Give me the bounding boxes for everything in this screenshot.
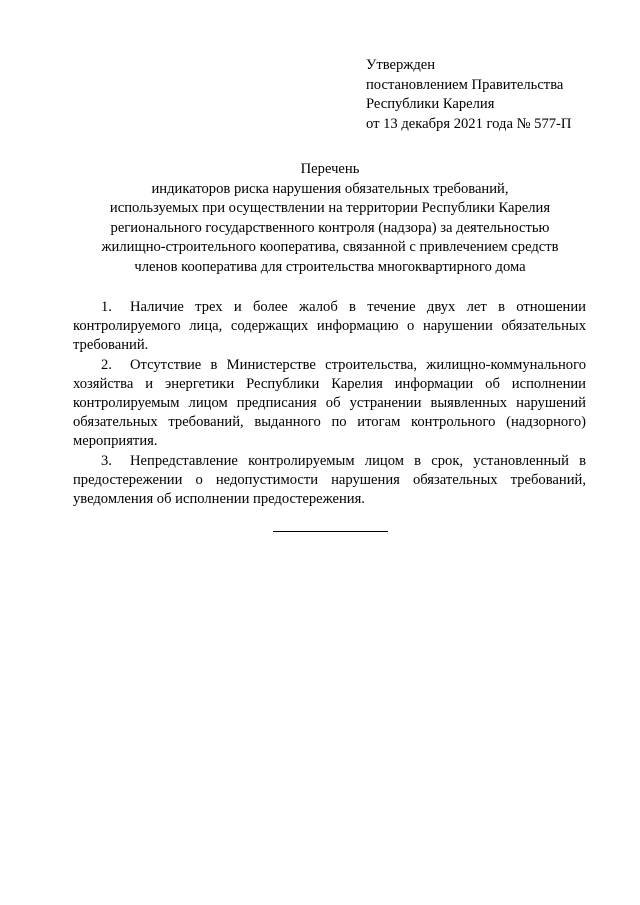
list-item xyxy=(73,356,586,452)
end-divider xyxy=(273,531,388,532)
list-item xyxy=(73,452,586,510)
item-text: Наличие трех и более жалоб в течение двух лет в отношении контролируемого лица, содержащих информацию о нарушении обязательных требований. xyxy=(73,299,586,354)
list-item xyxy=(73,298,586,356)
item-text: Непредставление контролируемым лицом в срок, установленный в предостережении о недопустимости нарушения обязательных требований, уведомления об исполнении предостережения. xyxy=(73,452,586,508)
approval-line: Утвержден xyxy=(366,57,436,73)
approval-line: от 13 декабря 2021 года № 577-П xyxy=(366,115,572,132)
approval-stamp xyxy=(366,56,571,134)
item-number: 2. xyxy=(101,356,112,373)
title-line: индикаторов риска нарушения обязательных требований, xyxy=(151,180,509,197)
document-title xyxy=(60,160,600,278)
title-heading: Перечень xyxy=(300,161,360,177)
indicator-list xyxy=(73,298,586,509)
title-line: членов кооператива для строительства многоквартирного дома xyxy=(134,258,526,275)
item-number: 3. xyxy=(101,452,112,469)
title-line: используемых при осуществлении на территории Республики Карелия xyxy=(109,200,551,217)
title-line: жилищно-строительного кооператива, связанной с привлечением средств xyxy=(101,239,559,256)
approval-line: Республики Карелия xyxy=(366,96,495,112)
approval-line: постановлением Правительства xyxy=(366,76,564,93)
title-line: регионального государственного контроля (надзора) за деятельностью xyxy=(110,219,550,236)
item-number: 1. xyxy=(101,299,112,315)
item-text: Отсутствие в Министерстве строительства, жилищно-коммунального хозяйства и энергетики Республики Карелия информации об исполнении контролируемым лицом предписания об устранении выявленных нарушений обязательных требований, выданного по итогам контрольного (надзорного) мероприятия. xyxy=(73,356,586,450)
